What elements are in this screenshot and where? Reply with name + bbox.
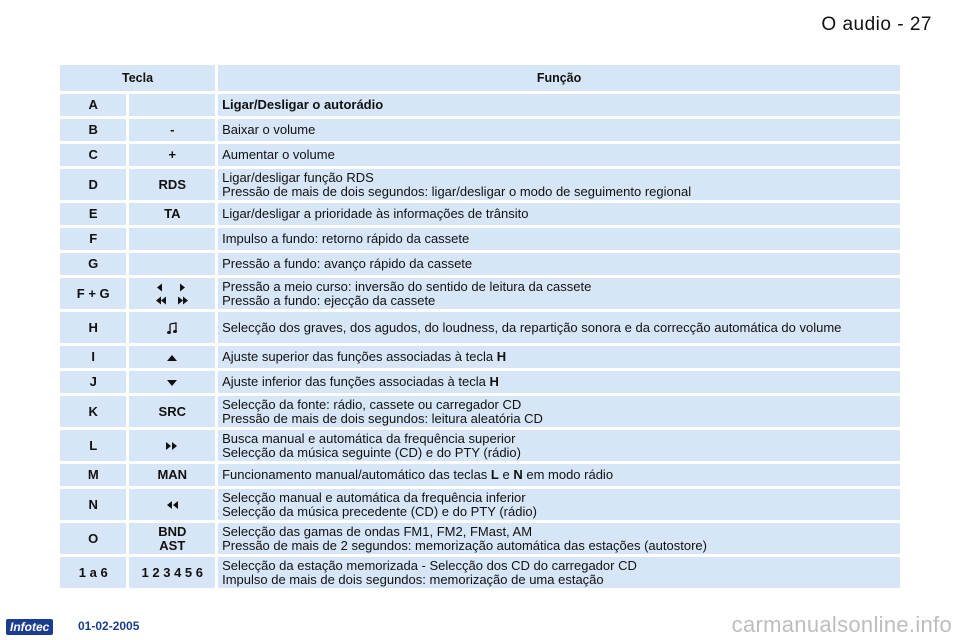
function-line: Ligar/desligar a prioridade às informações de trânsito (222, 206, 529, 221)
function-cell (218, 278, 900, 309)
symbol-cell (129, 430, 215, 461)
symbol-label: SRC (158, 403, 186, 419)
function-cell (218, 312, 900, 343)
table-row (60, 430, 900, 461)
key-cell: O (60, 523, 126, 554)
symbol-cell (129, 169, 215, 200)
table-row (60, 523, 900, 554)
function-line: Ajuste inferior das funções associadas à tecla H (222, 374, 499, 389)
symbol-cell (129, 203, 215, 225)
key-cell: L (60, 430, 126, 461)
table-row (60, 489, 900, 520)
table-row (60, 253, 900, 275)
function-cell (218, 203, 900, 225)
function-cell (218, 253, 900, 275)
table-row (60, 144, 900, 166)
function-line: Selecção dos graves, dos agudos, do loudness, da repartição sonora e da correcção automática do volume (222, 319, 842, 335)
table-row (60, 203, 900, 225)
caret-up-icon (166, 349, 178, 364)
function-line: Pressão de mais de dois segundos: leitura aleatória CD (222, 410, 543, 426)
key-cell: E (60, 203, 126, 225)
symbol-cell (129, 228, 215, 250)
symbol-label: MAN (157, 467, 188, 482)
function-line: Selecção manual e automática da frequência inferior (222, 489, 526, 505)
table-row (60, 557, 900, 588)
table-row (60, 169, 900, 200)
function-cell (218, 489, 900, 520)
fast-forward-icon (174, 296, 190, 305)
symbol-cell (129, 94, 215, 116)
function-line: Ajuste superior das funções associadas à tecla H (222, 349, 507, 364)
function-cell (218, 169, 900, 200)
column-header-function: Função (218, 65, 900, 91)
table-row (60, 396, 900, 427)
symbol-cell (129, 371, 215, 393)
column-header-key: Tecla (60, 65, 215, 91)
symbol-label: + (168, 147, 177, 162)
key-cell: F (60, 228, 126, 250)
symbol-label: TA (164, 206, 181, 221)
right-arrow-icon (176, 283, 188, 292)
table-row (60, 278, 900, 309)
watermark: carmanualsonline.info (731, 612, 952, 637)
function-cell (218, 346, 900, 368)
key-cell: I (60, 346, 126, 368)
key-cell: J (60, 371, 126, 393)
function-cell (218, 144, 900, 166)
fast-forward-icon (165, 438, 179, 453)
function-line: Ligar/desligar função RDS (222, 169, 374, 185)
table-row (60, 119, 900, 141)
rewind-icon (165, 497, 179, 512)
function-table (57, 62, 903, 591)
key-cell: M (60, 464, 126, 486)
key-cell: A (60, 94, 126, 116)
function-line: Selecção da fonte: rádio, cassete ou carregador CD (222, 396, 522, 412)
table-row (60, 228, 900, 250)
symbol-cell (129, 523, 215, 554)
table-header-row (60, 65, 900, 91)
table-row (60, 464, 900, 486)
music-note-icon (166, 319, 178, 334)
function-cell (218, 371, 900, 393)
function-line: Busca manual e automática da frequência superior (222, 430, 516, 446)
key-cell: 1 a 6 (60, 557, 126, 588)
footer-date: 01-02-2005 (78, 619, 140, 633)
symbol-cell (129, 489, 215, 520)
function-line: Aumentar o volume (222, 147, 335, 162)
rewind-icon (154, 296, 174, 305)
symbol-label: RDS (158, 176, 186, 192)
function-cell (218, 396, 900, 427)
symbol-cell (129, 253, 215, 275)
key-cell: K (60, 396, 126, 427)
function-line: Pressão a fundo: avanço rápido da cassete (222, 256, 473, 271)
function-line: Pressão de mais de dois segundos: ligar/desligar o modo de seguimento regional (222, 183, 692, 199)
function-cell (218, 228, 900, 250)
symbol-cell (129, 312, 215, 343)
symbol-label: - (170, 122, 175, 137)
key-cell: C (60, 144, 126, 166)
table-row (60, 312, 900, 343)
symbol-label: 1 2 3 4 5 6 (141, 564, 203, 580)
function-line: Selecção das gamas de ondas FM1, FM2, FMast, AM (222, 523, 533, 539)
function-line: Impulso de mais de dois segundos: memorização de uma estação (222, 571, 604, 587)
key-cell: D (60, 169, 126, 200)
key-cell: N (60, 489, 126, 520)
symbol-cell (129, 119, 215, 141)
table-row (60, 94, 900, 116)
function-line: Funcionamento manual/automático das teclas L e N em modo rádio (222, 467, 614, 482)
function-line: Selecção da música seguinte (CD) e do PTY (rádio) (222, 444, 521, 460)
symbol-label: BND (158, 523, 187, 539)
symbol-cell (129, 144, 215, 166)
function-line: Selecção da música precedente (CD) e do PTY (rádio) (222, 503, 537, 519)
function-line: Selecção da estação memorizada - Selecção dos CD do carregador CD (222, 557, 637, 573)
function-cell (218, 119, 900, 141)
symbol-cell (129, 557, 215, 588)
symbol-cell (129, 278, 215, 309)
transport-icons (133, 282, 211, 305)
key-cell: G (60, 253, 126, 275)
symbol-cell (129, 396, 215, 427)
function-line: Impulso a fundo: retorno rápido da cassete (222, 231, 470, 246)
key-cell: H (60, 312, 126, 343)
function-cell (218, 430, 900, 461)
page-title: O audio - 27 (821, 14, 932, 35)
left-arrow-icon (156, 283, 176, 292)
function-cell (218, 557, 900, 588)
function-line: Baixar o volume (222, 122, 316, 137)
function-line: Pressão a meio curso: inversão do sentido de leitura da cassete (222, 278, 592, 294)
infotec-logo: Infotec (6, 619, 53, 635)
symbol-label: AST (159, 537, 186, 553)
function-line: Ligar/Desligar o autorádio (222, 97, 384, 112)
table-row (60, 371, 900, 393)
key-cell: F + G (60, 278, 126, 309)
table-row (60, 346, 900, 368)
caret-down-icon (166, 374, 178, 389)
symbol-cell (129, 346, 215, 368)
function-line: Pressão de mais de 2 segundos: memorização automática das estações (autostore) (222, 537, 707, 553)
function-line: Pressão a fundo: ejecção da cassete (222, 292, 436, 308)
function-cell (218, 523, 900, 554)
symbol-cell (129, 464, 215, 486)
function-cell (218, 464, 900, 486)
function-cell (218, 94, 900, 116)
key-cell: B (60, 119, 126, 141)
